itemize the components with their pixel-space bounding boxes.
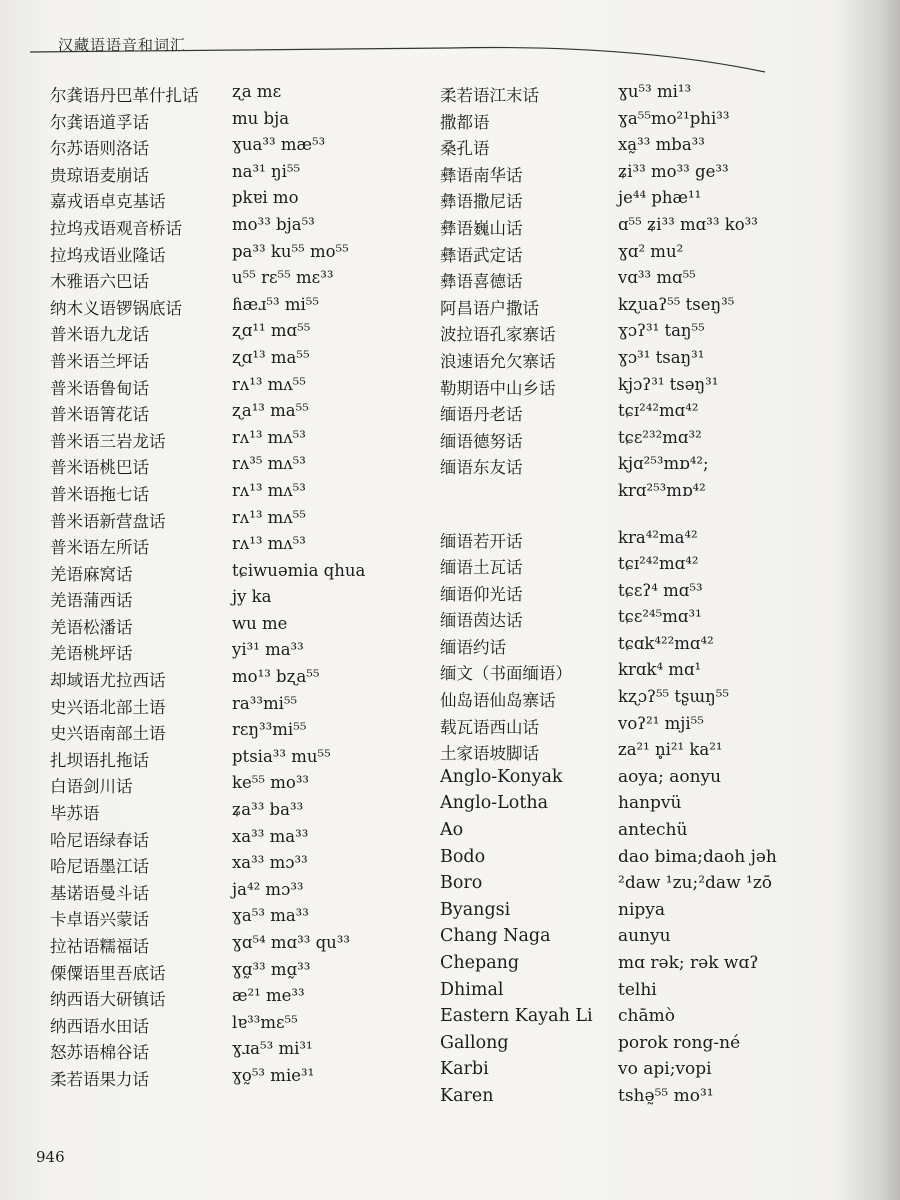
language-name: 拉坞戎语业隆话 (50, 245, 166, 265)
word-form: tɕɑk⁴²²mɑ⁴² (618, 633, 714, 653)
word-form: je⁴⁴ phæ¹¹ (618, 188, 702, 208)
word-form: kjɑ²⁵³mɒ⁴²; (618, 454, 709, 474)
language-name: 阿昌语户撒话 (440, 298, 539, 318)
language-name: Anglo-Konyak (440, 766, 563, 787)
language-name: 彝语南华话 (440, 165, 523, 185)
language-name: 尔苏语则洛话 (50, 139, 149, 159)
vocabulary-entry (440, 793, 860, 820)
word-form: aunyu (618, 926, 671, 947)
language-name: 毕苏语 (50, 804, 100, 824)
language-name: 缅语德努话 (440, 431, 523, 451)
word-form: ja⁴² mɔ³³ (232, 879, 304, 899)
language-name: 羌语麻窝话 (50, 564, 133, 584)
language-name: 羌语蒲西话 (50, 591, 133, 611)
vocabulary-entry (440, 980, 860, 1007)
language-name: 柔若语果力话 (50, 1069, 149, 1089)
vocabulary-entry (440, 740, 860, 767)
word-form: ɣa⁵⁵mo²¹phi³³ (618, 108, 730, 128)
word-form: ɣɔʔ³¹ taŋ⁵⁵ (618, 321, 705, 341)
language-name: Karen (440, 1085, 494, 1106)
vocabulary-entry (440, 1006, 860, 1033)
word-form: chāmò (618, 1006, 675, 1027)
header-rule (30, 44, 765, 84)
vocabulary-entry (440, 926, 860, 953)
vocabulary-entry (50, 827, 420, 854)
word-form: antechü (618, 820, 688, 841)
right-column (440, 82, 860, 1113)
word-form: ɣu⁵³ mi¹³ (618, 82, 692, 101)
vocabulary-entry (50, 720, 420, 747)
language-name: 浪速语允欠寨话 (440, 351, 556, 371)
word-form: mo³³ bja⁵³ (232, 214, 315, 234)
vocabulary-entry (50, 614, 420, 641)
word-form: mo¹³ bʐa⁵⁵ (232, 667, 320, 687)
word-form: æ²¹ me³³ (232, 986, 305, 1006)
vocabulary-entry (50, 481, 420, 508)
word-form: tɕiwuəmia qhua (232, 560, 366, 580)
vocabulary-entry (50, 242, 420, 269)
word-form: porok rong-né (618, 1032, 741, 1053)
vocabulary-entry (50, 906, 420, 933)
word-form: na³¹ ŋi⁵⁵ (232, 161, 301, 181)
word-form: za²¹ n̥i²¹ ka²¹ (618, 740, 723, 760)
word-form: ʐa mɛ (232, 82, 282, 101)
word-form: kʐɔʔ⁵⁵ tʂɯŋ⁵⁵ (618, 687, 730, 707)
vocabulary-entry (50, 401, 420, 428)
word-form: kra⁴²ma⁴² (618, 527, 698, 547)
word-form: lɐ³³mɛ⁵⁵ (232, 1012, 298, 1032)
vocabulary-entry (50, 188, 420, 215)
language-name: 柔若语江末话 (440, 86, 539, 105)
word-form: ʐa¹³ ma⁵⁵ (232, 401, 309, 421)
word-form: vɑ³³ mɑ⁵⁵ (618, 268, 696, 288)
word-form: voʔ²¹ mji⁵⁵ (618, 713, 704, 733)
word-form: xa̰³³ mba³³ (618, 135, 705, 155)
language-name: 载瓦语西山话 (440, 717, 539, 737)
running-head: 汉藏语语音和词汇 (58, 36, 187, 54)
vocabulary-entry (50, 215, 420, 242)
vocabulary-entry (50, 428, 420, 455)
word-form: wu me (232, 613, 288, 633)
word-form: mɑ rək; rək wɑʔ (618, 953, 759, 973)
language-name: 普米语拖七话 (50, 484, 149, 504)
vocabulary-entry (440, 268, 860, 295)
vocabulary-entry (440, 714, 860, 741)
language-name: 白语剑川话 (50, 777, 133, 797)
word-form: tɕɛ²⁴⁵mɑ³¹ (618, 607, 702, 627)
word-form: jy ka (232, 587, 272, 607)
language-name: 彝语撒尼话 (440, 192, 523, 212)
word-form: mu bja (232, 108, 290, 128)
language-name: 缅语东友话 (440, 458, 523, 478)
vocabulary-entry (440, 767, 860, 794)
vocabulary-entry (440, 109, 860, 136)
language-name: 羌语桃坪话 (50, 644, 133, 664)
language-name: 普米语左所话 (50, 538, 149, 558)
word-form: kjɔʔ³¹ tsəŋ³¹ (618, 374, 719, 394)
language-name: 撒都语 (440, 112, 490, 132)
vocabulary-entry (440, 1033, 860, 1060)
word-form: telhi (618, 979, 657, 1000)
language-name: Karbi (440, 1059, 489, 1080)
word-form: xa³³ mɔ³³ (232, 853, 308, 873)
word-form: pa³³ ku⁵⁵ mo⁵⁵ (232, 241, 349, 261)
vocabulary-entry (50, 561, 420, 588)
vocabulary-entry (440, 820, 860, 847)
language-name: 彝语喜德话 (440, 272, 523, 292)
word-form: dao bima;daoh jəh (618, 846, 777, 867)
word-form: vo api;vopi (618, 1059, 712, 1080)
language-name: Bodo (440, 846, 486, 867)
vocabulary-entry (50, 321, 420, 348)
language-name: 纳西语大研镇话 (50, 990, 166, 1010)
language-name: 纳木义语锣锅底话 (50, 298, 182, 318)
vocabulary-entry (50, 960, 420, 987)
vocabulary-entry (50, 109, 420, 136)
vocabulary-entry (50, 162, 420, 189)
vocabulary-entry (440, 321, 860, 348)
vocabulary-entry (50, 375, 420, 402)
left-column (50, 82, 420, 1093)
word-form: ɑ⁵⁵ ʑi³³ mɑ³³ ko³³ (618, 214, 758, 234)
vocabulary-entry (440, 162, 860, 189)
word-form: ɣɔ³¹ tsaŋ³¹ (618, 347, 705, 367)
language-name: 羌语松潘话 (50, 617, 133, 637)
language-name: 木雅语六巴话 (50, 272, 149, 292)
word-form: u⁵⁵ rɛ⁵⁵ mɛ³³ (232, 268, 334, 288)
language-name: 普米语桃巴话 (50, 458, 149, 478)
language-name: Eastern Kayah Li (440, 1006, 593, 1027)
vocabulary-entry (50, 933, 420, 960)
language-name: 缅文（书面缅语） (440, 664, 572, 684)
language-name: Dhimal (440, 979, 504, 1000)
language-name: 普米语箐花话 (50, 405, 149, 425)
language-name: 桑孔语 (440, 139, 490, 159)
word-form: ʐɑ¹¹ mɑ⁵⁵ (232, 321, 311, 341)
language-name: 哈尼语墨江话 (50, 857, 149, 877)
word-form: ɣɑ̰³³ mɑ̰³³ (232, 959, 311, 979)
vocabulary-entry (50, 587, 420, 614)
language-name: 缅语若开话 (440, 531, 523, 551)
language-name: 波拉语孔家寨话 (440, 325, 556, 345)
language-name: 普米语新营盘话 (50, 511, 166, 531)
vocabulary-entry (50, 82, 420, 109)
word-form: ra³³mi⁵⁵ (232, 693, 298, 713)
vocabulary-entry (50, 268, 420, 295)
vocabulary-entry (440, 401, 860, 428)
word-form: ptsia³³ mu⁵⁵ (232, 746, 331, 766)
language-name: 彝语武定话 (440, 245, 523, 265)
word-form: yi³¹ ma³³ (232, 640, 304, 660)
vocabulary-entry (440, 481, 860, 508)
language-name: Chang Naga (440, 926, 551, 947)
language-name: Gallong (440, 1032, 509, 1053)
vocabulary-entry (440, 634, 860, 661)
vocabulary-entry (440, 1059, 860, 1086)
language-name: 勒期语中山乡话 (440, 378, 556, 398)
language-name: 史兴语南部土语 (50, 724, 166, 744)
column-gap (440, 508, 860, 528)
language-name: 扎坝语扎拖话 (50, 750, 149, 770)
page-number: 946 (36, 1148, 65, 1166)
language-name: 纳西语水田话 (50, 1016, 149, 1036)
language-name: 哈尼语绿春话 (50, 830, 149, 850)
word-form: ɣa⁵³ ma³³ (232, 906, 309, 926)
language-name: 普米语兰坪话 (50, 351, 149, 371)
vocabulary-entry (50, 1066, 420, 1093)
language-name: 缅语丹老话 (440, 405, 523, 425)
vocabulary-entry (440, 847, 860, 874)
page-edge-shadow (840, 0, 900, 1200)
language-name: Ao (440, 820, 464, 841)
language-name: 缅语约话 (440, 637, 506, 657)
vocabulary-entry (440, 900, 860, 927)
language-name: Anglo-Lotha (440, 793, 549, 814)
vocabulary-entry (440, 242, 860, 269)
word-form: ɦæɹ⁵³ mi⁵⁵ (232, 294, 320, 314)
vocabulary-entry (50, 534, 420, 561)
vocabulary-entry (440, 607, 860, 634)
word-form: ʑa³³ ba³³ (232, 800, 304, 820)
language-name: 傈僳语里吾底话 (50, 963, 166, 983)
language-name: Boro (440, 873, 483, 894)
word-form: ɣɹa⁵³ mi³¹ (232, 1039, 313, 1059)
language-name: Chepang (440, 953, 520, 973)
language-name: 却域语尤拉西话 (50, 671, 166, 691)
language-name: 卡卓语兴蒙话 (50, 910, 149, 930)
language-name: 缅语仰光话 (440, 584, 523, 604)
language-name: 普米语鲁甸话 (50, 378, 149, 398)
language-name: 缅语土瓦话 (440, 558, 523, 578)
word-form: ²daw ¹zu;²daw ¹zō (618, 873, 773, 894)
word-form: hanpvü (618, 793, 682, 814)
vocabulary-entry (50, 135, 420, 162)
language-name: 普米语三岩龙话 (50, 431, 166, 451)
word-form: aoya; aonyu (618, 766, 722, 787)
vocabulary-entry (50, 773, 420, 800)
vocabulary-entry (440, 428, 860, 455)
vocabulary-entry (440, 660, 860, 687)
vocabulary-entry (50, 348, 420, 375)
language-name: 尔龚语道孚话 (50, 112, 149, 132)
vocabulary-entry (50, 800, 420, 827)
vocabulary-entry (50, 640, 420, 667)
vocabulary-entry (440, 528, 860, 555)
vocabulary-entry (440, 135, 860, 162)
vocabulary-entry (50, 1013, 420, 1040)
vocabulary-entry (50, 986, 420, 1013)
vocabulary-entry (440, 295, 860, 322)
language-name: Byangsi (440, 899, 511, 920)
word-form: ɣɑ⁵⁴ mɑ³³ qu³³ (232, 933, 351, 952)
vocabulary-entry (440, 188, 860, 215)
word-form: rʌ¹³ mʌ⁵³ (232, 534, 306, 554)
vocabulary-entry (50, 508, 420, 535)
vocabulary-entry (50, 853, 420, 880)
vocabulary-entry (50, 880, 420, 907)
word-form: ɣo̰⁵³ mie³¹ (232, 1065, 315, 1085)
vocabulary-entry (50, 694, 420, 721)
word-form: rʌ¹³ mʌ⁵³ (232, 427, 306, 447)
word-form: tɕɪ²⁴²mɑ⁴² (618, 554, 699, 574)
word-form: kʐuaʔ⁵⁵ tseŋ³⁵ (618, 294, 735, 314)
word-form: ʐɑ¹³ ma⁵⁵ (232, 347, 310, 367)
vocabulary-entry (440, 375, 860, 402)
language-name: 尔龚语丹巴革什扎话 (50, 86, 199, 105)
language-name: 拉坞戎语观音桥话 (50, 218, 182, 238)
vocabulary-entry (440, 687, 860, 714)
vocabulary-entry (440, 454, 860, 481)
vocabulary-entry (440, 1086, 860, 1113)
language-name: 怒苏语棉谷话 (50, 1043, 149, 1063)
vocabulary-entry (440, 581, 860, 608)
vocabulary-entry (440, 348, 860, 375)
word-form: ke⁵⁵ mo³³ (232, 773, 310, 793)
language-name: 土家语坡脚话 (440, 744, 539, 764)
language-name: 史兴语北部土语 (50, 697, 166, 717)
language-name: 贵琼语麦崩话 (50, 165, 149, 185)
vocabulary-entry (50, 454, 420, 481)
word-form: nipya (618, 899, 666, 920)
vocabulary-entry (50, 747, 420, 774)
vocabulary-entry (440, 82, 860, 109)
vocabulary-entry (50, 1039, 420, 1066)
word-form: xa³³ ma³³ (232, 826, 309, 846)
vocabulary-entry (440, 215, 860, 242)
word-form: krɑ²⁵³mɒ⁴² (618, 480, 706, 500)
vocabulary-entry (440, 873, 860, 900)
word-form: rʌ³⁵ mʌ⁵³ (232, 454, 306, 474)
word-form: rʌ¹³ mʌ⁵⁵ (232, 374, 306, 394)
vocabulary-entry (440, 953, 860, 980)
word-form: tɕɛʔ⁴ mɑ⁵³ (618, 580, 703, 600)
language-name: 基诺语曼斗话 (50, 883, 149, 903)
language-name: 缅语茵达话 (440, 611, 523, 631)
language-name: 彝语巍山话 (440, 218, 523, 238)
vocabulary-entry (50, 667, 420, 694)
vocabulary-entry (440, 554, 860, 581)
word-form: ɣua³³ mæ⁵³ (232, 135, 326, 155)
vocabulary-entry (50, 295, 420, 322)
word-form: rʌ¹³ mʌ⁵⁵ (232, 507, 306, 527)
word-form: rʌ¹³ mʌ⁵³ (232, 480, 306, 500)
word-form: tɕɛ²³²mɑ³² (618, 427, 702, 447)
language-name: 仙岛语仙岛寨话 (440, 691, 556, 711)
word-form: rɛŋ³³mi⁵⁵ (232, 720, 307, 740)
word-form: tɕɪ²⁴²mɑ⁴² (618, 401, 699, 421)
word-form: ʑi³³ mo³³ ge³³ (618, 161, 729, 181)
word-form: ɣɑ² mu² (618, 241, 684, 261)
language-name: 拉祜语糯福话 (50, 937, 149, 956)
word-form: pkɐi mo (232, 188, 299, 208)
language-name: 嘉戎语卓克基话 (50, 192, 166, 212)
word-form: tshə̰⁵⁵ mo³¹ (618, 1085, 714, 1106)
word-form: krɑk⁴ mɑ¹ (618, 660, 702, 680)
language-name: 普米语九龙话 (50, 325, 149, 345)
